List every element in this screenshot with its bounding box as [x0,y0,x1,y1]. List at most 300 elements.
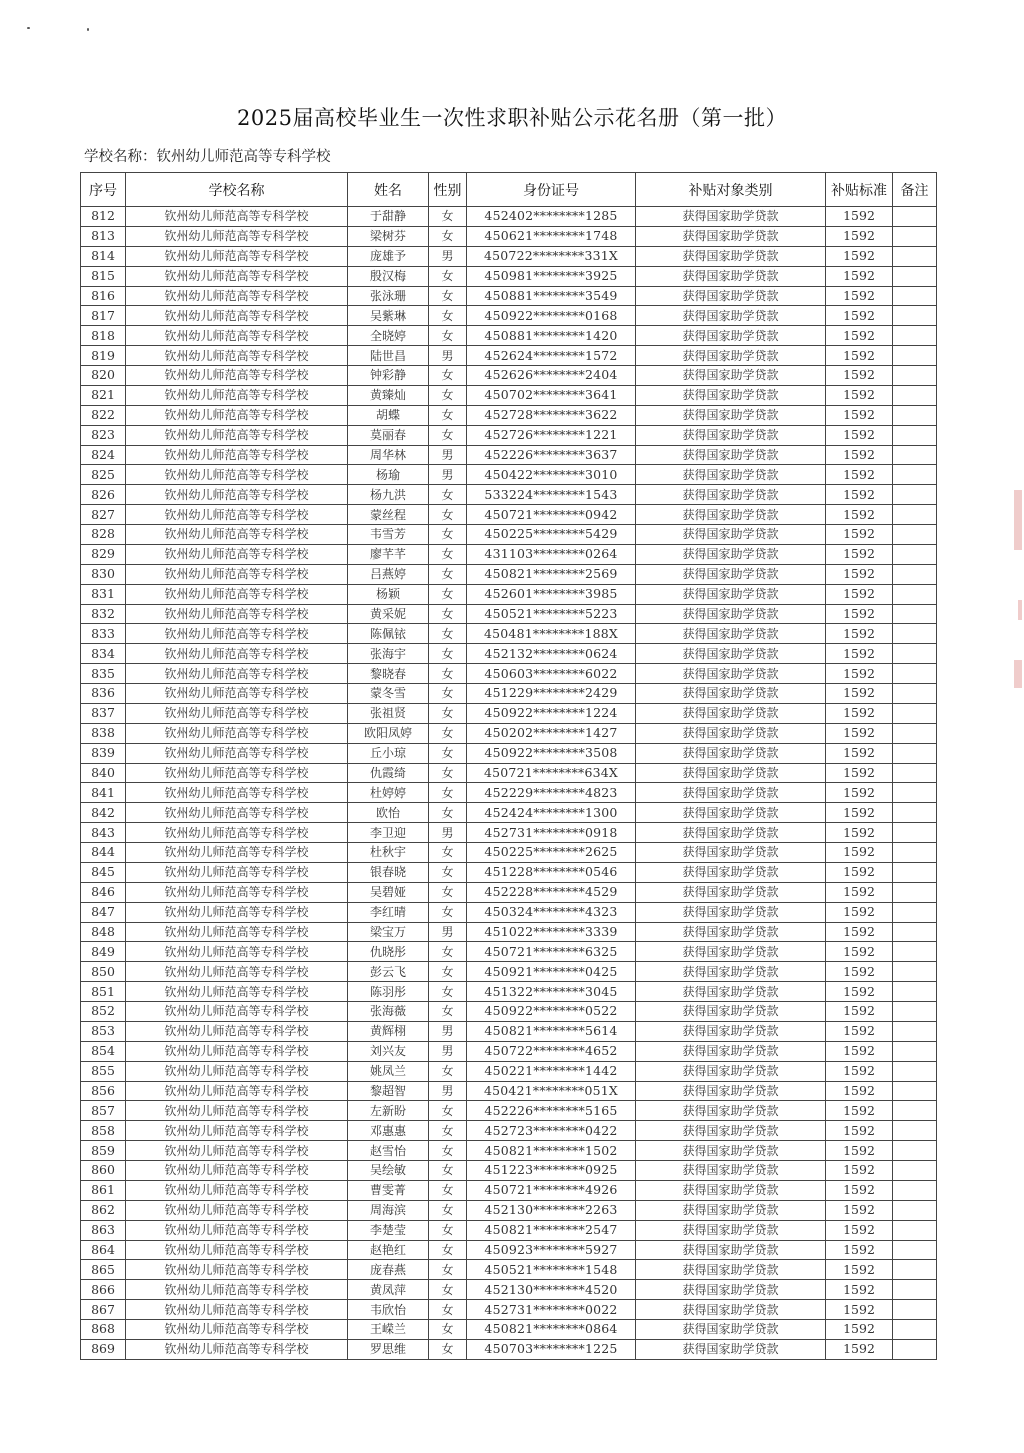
cell-index: 862 [81,1200,126,1220]
cell-subsidy-amount: 1592 [826,306,893,326]
cell-school: 钦州幼儿师范高等专科学校 [126,1260,348,1280]
cell-gender: 女 [429,982,467,1002]
cell-subsidy-amount: 1592 [826,942,893,962]
cell-id-number: 450481********188X [467,624,636,644]
cell-subsidy-category: 获得国家助学贷款 [636,644,826,664]
cell-remarks [893,783,937,803]
cell-subsidy-amount: 1592 [826,1280,893,1300]
cell-id-number: 451229********2429 [467,684,636,704]
cell-name: 韦雪芳 [348,525,429,545]
cell-remarks [893,1081,937,1101]
cell-name: 黄采妮 [348,604,429,624]
cell-school: 钦州幼儿师范高等专科学校 [126,326,348,346]
cell-subsidy-amount: 1592 [826,1081,893,1101]
cell-gender: 女 [429,902,467,922]
cell-subsidy-amount: 1592 [826,366,893,386]
cell-subsidy-category: 获得国家助学贷款 [636,604,826,624]
cell-index: 830 [81,564,126,584]
cell-name: 李楚莹 [348,1220,429,1240]
table-row [81,644,937,664]
cell-id-number: 450421********051X [467,1081,636,1101]
cell-subsidy-category: 获得国家助学贷款 [636,624,826,644]
cell-remarks [893,1101,937,1121]
cell-subsidy-amount: 1592 [826,1161,893,1181]
cell-gender: 女 [429,505,467,525]
table-row [81,465,937,485]
table-row [81,862,937,882]
cell-index: 843 [81,823,126,843]
cell-id-number: 450721********4926 [467,1180,636,1200]
cell-subsidy-amount: 1592 [826,882,893,902]
cell-id-number: 452226********5165 [467,1101,636,1121]
scan-speck [87,28,89,31]
cell-subsidy-amount: 1592 [826,624,893,644]
cell-subsidy-amount: 1592 [826,246,893,266]
table-row [81,962,937,982]
cell-index: 832 [81,604,126,624]
cell-subsidy-category: 获得国家助学贷款 [636,1121,826,1141]
cell-index: 825 [81,465,126,485]
cell-remarks [893,1141,937,1161]
cell-gender: 女 [429,266,467,286]
cell-index: 836 [81,684,126,704]
cell-subsidy-category: 获得国家助学贷款 [636,385,826,405]
cell-subsidy-category: 获得国家助学贷款 [636,783,826,803]
table-row [81,922,937,942]
cell-name: 陆世昌 [348,346,429,366]
cell-name: 吕燕婷 [348,564,429,584]
cell-index: 840 [81,763,126,783]
cell-id-number: 450703********1225 [467,1339,636,1359]
table-row [81,266,937,286]
cell-id-number: 450922********0522 [467,1002,636,1022]
cell-school: 钦州幼儿师范高等专科学校 [126,1220,348,1240]
cell-index: 822 [81,405,126,425]
cell-school: 钦州幼儿师范高等专科学校 [126,1101,348,1121]
cell-subsidy-category: 获得国家助学贷款 [636,346,826,366]
cell-index: 814 [81,246,126,266]
cell-subsidy-amount: 1592 [826,1260,893,1280]
cell-school: 钦州幼儿师范高等专科学校 [126,1021,348,1041]
cell-id-number: 450922********0168 [467,306,636,326]
cell-name: 张海宇 [348,644,429,664]
table-row [81,306,937,326]
cell-index: 851 [81,982,126,1002]
cell-gender: 男 [429,1021,467,1041]
cell-subsidy-amount: 1592 [826,207,893,227]
table-row [81,1180,937,1200]
cell-id-number: 450922********3508 [467,743,636,763]
school-name-line: 学校名称：钦州幼儿师范高等专科学校 [84,149,331,165]
cell-subsidy-category: 获得国家助学贷款 [636,882,826,902]
cell-subsidy-category: 获得国家助学贷款 [636,1339,826,1359]
cell-subsidy-amount: 1592 [826,405,893,425]
cell-name: 赵艳红 [348,1240,429,1260]
cell-remarks [893,584,937,604]
cell-index: 821 [81,385,126,405]
cell-subsidy-category: 获得国家助学贷款 [636,505,826,525]
cell-name: 杨瑜 [348,465,429,485]
cell-subsidy-amount: 1592 [826,266,893,286]
cell-school: 钦州幼儿师范高等专科学校 [126,703,348,723]
cell-subsidy-category: 获得国家助学贷款 [636,703,826,723]
cell-remarks [893,604,937,624]
cell-subsidy-amount: 1592 [826,1121,893,1141]
cell-id-number: 450922********1224 [467,703,636,723]
cell-remarks [893,246,937,266]
cell-subsidy-category: 获得国家助学贷款 [636,525,826,545]
cell-subsidy-amount: 1592 [826,1200,893,1220]
cell-school: 钦州幼儿师范高等专科学校 [126,1041,348,1061]
cell-subsidy-amount: 1592 [826,1041,893,1061]
cell-school: 钦州幼儿师范高等专科学校 [126,584,348,604]
table-row [81,286,937,306]
cell-subsidy-amount: 1592 [826,843,893,863]
cell-name: 庞春燕 [348,1260,429,1280]
cell-subsidy-category: 获得国家助学贷款 [636,684,826,704]
cell-gender: 女 [429,405,467,425]
cell-subsidy-category: 获得国家助学贷款 [636,862,826,882]
seal-edge-mark [1014,660,1022,688]
cell-subsidy-category: 获得国家助学贷款 [636,425,826,445]
cell-name: 左新盼 [348,1101,429,1121]
cell-name: 杜秋宇 [348,843,429,863]
cell-index: 855 [81,1061,126,1081]
cell-index: 845 [81,862,126,882]
table-row [81,1300,937,1320]
cell-subsidy-category: 获得国家助学贷款 [636,207,826,227]
cell-school: 钦州幼儿师范高等专科学校 [126,405,348,425]
table-row [81,366,937,386]
cell-id-number: 450621********1748 [467,226,636,246]
cell-school: 钦州幼儿师范高等专科学校 [126,823,348,843]
table-row [81,1161,937,1181]
cell-id-number: 452624********1572 [467,346,636,366]
cell-index: 868 [81,1320,126,1340]
table-row [81,385,937,405]
cell-subsidy-category: 获得国家助学贷款 [636,485,826,505]
cell-school: 钦州幼儿师范高等专科学校 [126,445,348,465]
cell-name: 欧阳凤婷 [348,723,429,743]
cell-index: 846 [81,882,126,902]
cell-subsidy-category: 获得国家助学贷款 [636,664,826,684]
table-row [81,783,937,803]
cell-index: 827 [81,505,126,525]
cell-index: 857 [81,1101,126,1121]
cell-remarks [893,525,937,545]
cell-school: 钦州幼儿师范高等专科学校 [126,266,348,286]
cell-remarks [893,385,937,405]
cell-school: 钦州幼儿师范高等专科学校 [126,1200,348,1220]
cell-id-number: 452226********3637 [467,445,636,465]
cell-remarks [893,1180,937,1200]
cell-id-number: 450721********634X [467,763,636,783]
cell-remarks [893,922,937,942]
cell-remarks [893,366,937,386]
cell-subsidy-category: 获得国家助学贷款 [636,246,826,266]
cell-gender: 女 [429,942,467,962]
col-header-remarks: 备注 [893,173,937,207]
table-row [81,1320,937,1340]
seal-edge-mark [1014,490,1022,550]
cell-id-number: 452626********2404 [467,366,636,386]
cell-subsidy-category: 获得国家助学贷款 [636,366,826,386]
cell-remarks [893,445,937,465]
cell-index: 829 [81,544,126,564]
col-header-subsidy-category: 补贴对象类别 [636,173,826,207]
table-row [81,1220,937,1240]
cell-id-number: 450821********2547 [467,1220,636,1240]
scan-speck [27,27,30,29]
cell-school: 钦州幼儿师范高等专科学校 [126,525,348,545]
cell-school: 钦州幼儿师范高等专科学校 [126,1161,348,1181]
cell-id-number: 431103********0264 [467,544,636,564]
cell-gender: 女 [429,207,467,227]
table-row [81,1200,937,1220]
cell-gender: 女 [429,783,467,803]
cell-name: 彭云飞 [348,962,429,982]
cell-gender: 男 [429,1041,467,1061]
cell-school: 钦州幼儿师范高等专科学校 [126,1081,348,1101]
cell-gender: 女 [429,306,467,326]
header-row [81,173,937,207]
table-row [81,942,937,962]
cell-subsidy-amount: 1592 [826,1180,893,1200]
cell-remarks [893,1021,937,1041]
cell-index: 861 [81,1180,126,1200]
cell-subsidy-amount: 1592 [826,1101,893,1121]
cell-remarks [893,1280,937,1300]
cell-name: 吴绘敏 [348,1161,429,1181]
cell-gender: 女 [429,1280,467,1300]
cell-id-number: 451228********0546 [467,862,636,882]
cell-id-number: 450881********3549 [467,286,636,306]
table-row [81,226,937,246]
cell-id-number: 450923********5927 [467,1240,636,1260]
cell-name: 邓惠惠 [348,1121,429,1141]
table-row [81,1041,937,1061]
cell-index: 848 [81,922,126,942]
cell-gender: 女 [429,425,467,445]
cell-subsidy-amount: 1592 [826,1339,893,1359]
cell-remarks [893,1300,937,1320]
cell-remarks [893,226,937,246]
cell-subsidy-amount: 1592 [826,1320,893,1340]
cell-remarks [893,1161,937,1181]
cell-school: 钦州幼儿师范高等专科学校 [126,1061,348,1081]
cell-subsidy-category: 获得国家助学贷款 [636,1161,826,1181]
cell-subsidy-amount: 1592 [826,1300,893,1320]
cell-subsidy-category: 获得国家助学贷款 [636,1220,826,1240]
cell-id-number: 452731********0022 [467,1300,636,1320]
cell-gender: 女 [429,1101,467,1121]
table-row [81,843,937,863]
cell-index: 823 [81,425,126,445]
cell-name: 陈羽彤 [348,982,429,1002]
cell-remarks [893,266,937,286]
cell-subsidy-amount: 1592 [826,226,893,246]
cell-name: 全晓婷 [348,326,429,346]
cell-id-number: 450521********5223 [467,604,636,624]
cell-gender: 女 [429,1161,467,1181]
cell-subsidy-category: 获得国家助学贷款 [636,1101,826,1121]
cell-remarks [893,862,937,882]
cell-school: 钦州幼儿师范高等专科学校 [126,862,348,882]
cell-subsidy-category: 获得国家助学贷款 [636,942,826,962]
cell-index: 867 [81,1300,126,1320]
cell-school: 钦州幼儿师范高等专科学校 [126,1240,348,1260]
cell-subsidy-amount: 1592 [826,922,893,942]
table-row [81,823,937,843]
cell-id-number: 450603********6022 [467,664,636,684]
cell-subsidy-amount: 1592 [826,584,893,604]
cell-subsidy-amount: 1592 [826,485,893,505]
cell-subsidy-amount: 1592 [826,823,893,843]
cell-school: 钦州幼儿师范高等专科学校 [126,962,348,982]
cell-school: 钦州幼儿师范高等专科学校 [126,564,348,584]
cell-remarks [893,1200,937,1220]
cell-gender: 女 [429,1141,467,1161]
cell-id-number: 450722********4652 [467,1041,636,1061]
cell-gender: 女 [429,1200,467,1220]
page-title: 2025届高校毕业生一次性求职补贴公示花名册（第一批） [237,106,787,130]
cell-name: 周海滨 [348,1200,429,1220]
cell-school: 钦州幼儿师范高等专科学校 [126,843,348,863]
table-row [81,485,937,505]
cell-name: 吴紫琳 [348,306,429,326]
cell-subsidy-category: 获得国家助学贷款 [636,544,826,564]
cell-subsidy-amount: 1592 [826,425,893,445]
cell-subsidy-category: 获得国家助学贷款 [636,1021,826,1041]
cell-subsidy-category: 获得国家助学贷款 [636,1141,826,1161]
table-row [81,882,937,902]
cell-index: 865 [81,1260,126,1280]
cell-name: 张祖贤 [348,703,429,723]
cell-school: 钦州幼儿师范高等专科学校 [126,1320,348,1340]
cell-subsidy-amount: 1592 [826,1141,893,1161]
cell-name: 黄臻灿 [348,385,429,405]
cell-subsidy-amount: 1592 [826,465,893,485]
cell-remarks [893,703,937,723]
cell-subsidy-category: 获得国家助学贷款 [636,306,826,326]
cell-index: 831 [81,584,126,604]
cell-index: 856 [81,1081,126,1101]
cell-name: 杜婷婷 [348,783,429,803]
cell-id-number: 451022********3339 [467,922,636,942]
col-header-school: 学校名称 [126,173,348,207]
cell-subsidy-category: 获得国家助学贷款 [636,962,826,982]
cell-name: 罗思维 [348,1339,429,1359]
cell-id-number: 450202********1427 [467,723,636,743]
cell-subsidy-category: 获得国家助学贷款 [636,723,826,743]
cell-name: 李红晴 [348,902,429,922]
cell-subsidy-category: 获得国家助学贷款 [636,823,826,843]
cell-name: 殷汉梅 [348,266,429,286]
cell-subsidy-category: 获得国家助学贷款 [636,286,826,306]
cell-index: 853 [81,1021,126,1041]
cell-subsidy-category: 获得国家助学贷款 [636,1320,826,1340]
cell-subsidy-amount: 1592 [826,564,893,584]
cell-school: 钦州幼儿师范高等专科学校 [126,1300,348,1320]
table-row [81,564,937,584]
col-header-subsidy-amount: 补贴标准 [826,173,893,207]
cell-school: 钦州幼儿师范高等专科学校 [126,346,348,366]
cell-name: 吴碧娅 [348,882,429,902]
cell-subsidy-amount: 1592 [826,763,893,783]
cell-index: 812 [81,207,126,227]
cell-index: 813 [81,226,126,246]
cell-index: 869 [81,1339,126,1359]
cell-remarks [893,1220,937,1240]
cell-index: 833 [81,624,126,644]
cell-id-number: 450881********1420 [467,326,636,346]
cell-gender: 女 [429,326,467,346]
table-row [81,207,937,227]
cell-gender: 女 [429,1002,467,1022]
cell-gender: 女 [429,624,467,644]
cell-index: 841 [81,783,126,803]
cell-remarks [893,346,937,366]
cell-subsidy-amount: 1592 [826,803,893,823]
cell-remarks [893,1240,937,1260]
cell-school: 钦州幼儿师范高等专科学校 [126,366,348,386]
cell-id-number: 450521********1548 [467,1260,636,1280]
cell-gender: 女 [429,286,467,306]
cell-name: 杨九洪 [348,485,429,505]
cell-subsidy-category: 获得国家助学贷款 [636,326,826,346]
cell-index: 859 [81,1141,126,1161]
table-row [81,604,937,624]
cell-id-number: 450324********4323 [467,902,636,922]
cell-index: 818 [81,326,126,346]
cell-index: 863 [81,1220,126,1240]
cell-school: 钦州幼儿师范高等专科学校 [126,664,348,684]
cell-school: 钦州幼儿师范高等专科学校 [126,505,348,525]
cell-school: 钦州幼儿师范高等专科学校 [126,982,348,1002]
cell-gender: 男 [429,1081,467,1101]
cell-subsidy-amount: 1592 [826,1061,893,1081]
cell-subsidy-amount: 1592 [826,1240,893,1260]
cell-name: 张海薇 [348,1002,429,1022]
cell-subsidy-category: 获得国家助学贷款 [636,266,826,286]
cell-remarks [893,803,937,823]
cell-school: 钦州幼儿师范高等专科学校 [126,604,348,624]
cell-index: 817 [81,306,126,326]
cell-index: 828 [81,525,126,545]
cell-school: 钦州幼儿师范高等专科学校 [126,1280,348,1300]
cell-subsidy-amount: 1592 [826,862,893,882]
cell-id-number: 452130********4520 [467,1280,636,1300]
cell-gender: 女 [429,226,467,246]
cell-gender: 女 [429,1240,467,1260]
cell-gender: 女 [429,485,467,505]
cell-subsidy-amount: 1592 [826,1002,893,1022]
cell-id-number: 450722********331X [467,246,636,266]
cell-subsidy-category: 获得国家助学贷款 [636,843,826,863]
table-row [81,743,937,763]
cell-school: 钦州幼儿师范高等专科学校 [126,942,348,962]
cell-subsidy-category: 获得国家助学贷款 [636,922,826,942]
cell-subsidy-amount: 1592 [826,644,893,664]
table-row [81,982,937,1002]
cell-index: 852 [81,1002,126,1022]
cell-gender: 女 [429,703,467,723]
cell-subsidy-amount: 1592 [826,445,893,465]
cell-id-number: 450821********2569 [467,564,636,584]
cell-gender: 女 [429,584,467,604]
table-row [81,346,937,366]
cell-index: 834 [81,644,126,664]
